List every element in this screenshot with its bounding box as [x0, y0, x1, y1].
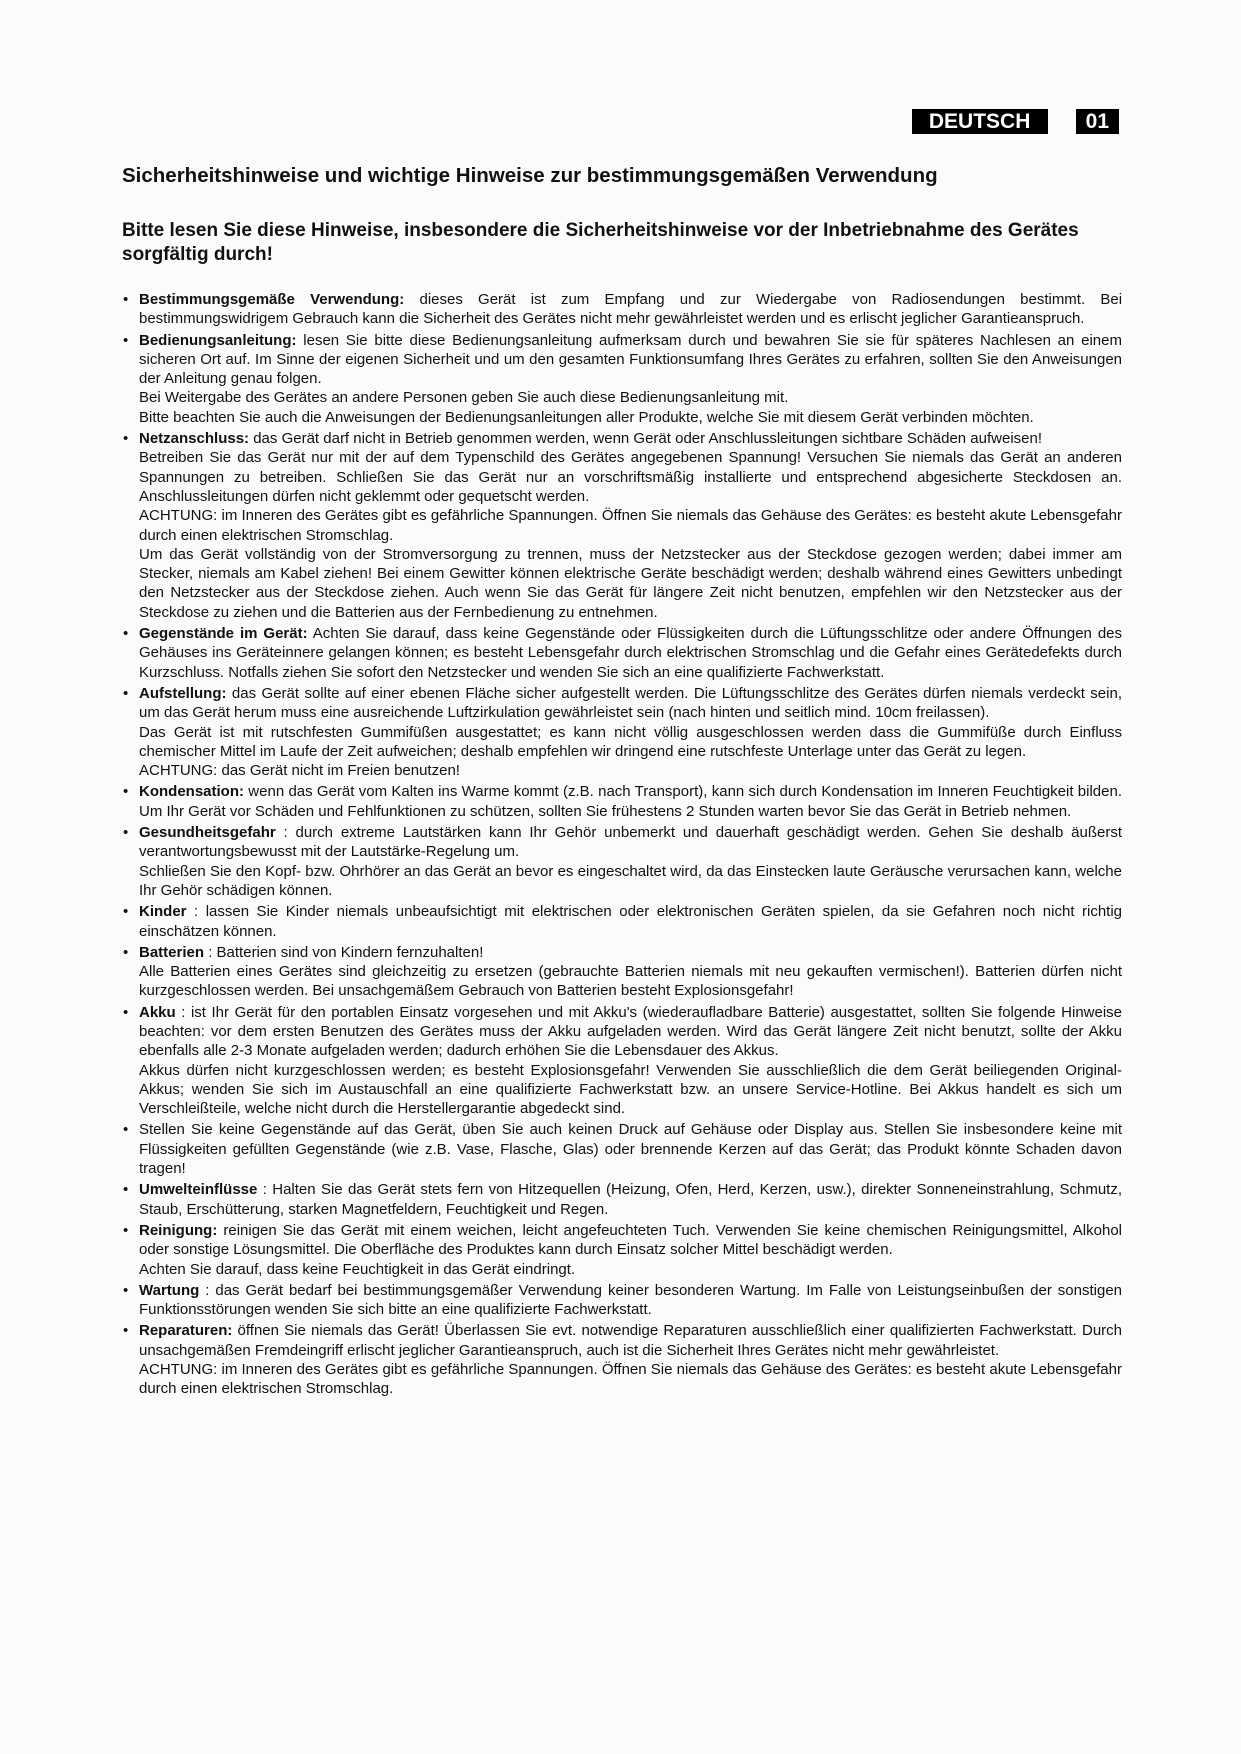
safety-note-term: Aufstellung:	[139, 684, 227, 702]
safety-note-paragraph	[139, 782, 1122, 821]
safety-note-paragraph	[139, 902, 1122, 941]
safety-note-item	[122, 1281, 1122, 1320]
safety-note-text: Das Gerät ist mit rutschfesten Gummifüßen ausgestattet; es kann nicht völlig ausgeschlossen werden dass die Gummifüße durch Einfluss chemischer Mittel im Laufe der Zeit aufweichen; deshalb empfehlen wir dringend eine rutschfeste Unterlage unter das Gerät zu legen.	[139, 723, 1122, 760]
page-subtitle: Bitte lesen Sie diese Hinweise, insbesondere die Sicherheitshinweise vor der Inbetriebnahme des Gerätes sorgfältig durch!	[122, 220, 1079, 265]
safety-note-text: wenn das Gerät vom Kalten ins Warme kommt (z.B. nach Transport), kann sich durch Kondensation im Inneren Feuchtigkeit bilden. Um Ihr Gerät vor Schäden und Fehlfunktionen zu schützen, sollten Sie frühestens 2 Stunden warten bevor Sie das Gerät in Betrieb nehmen.	[139, 783, 1122, 820]
safety-note-paragraph	[139, 1281, 1122, 1320]
safety-note-text: Um das Gerät vollständig von der Stromversorgung zu trennen, muss der Netzstecker aus der Steckdose gezogen werden; dabei immer am Stecker, niemals am Kabel ziehen! Bei einem Gewitter können elektrische Geräte beschädigt werden; deshalb während eines Gewitters unbedingt den Netzstecker aus der Steckdose ziehen. Auch wenn Sie das Gerät für längere Zeit nicht benutzen, empfehlen wir den Netzstecker aus der Steckdose zu ziehen und die Batterien aus der Fernbedienung zu entnehmen.	[139, 545, 1122, 621]
safety-note-item	[122, 902, 1122, 941]
safety-note-term: Batterien	[139, 943, 205, 961]
safety-note-item	[122, 290, 1122, 329]
safety-note-term: Bestimmungsgemäße Verwendung:	[139, 291, 405, 308]
safety-note-paragraph	[139, 388, 1122, 407]
safety-note-term: Kondensation:	[139, 783, 244, 801]
safety-note-term: Wartung	[139, 1281, 200, 1299]
safety-note-paragraph	[139, 962, 1122, 1001]
safety-note-term: Reinigung:	[139, 1221, 218, 1239]
safety-note-text: : ist Ihr Gerät für den portablen Einsatz vorgesehen und mit Akku's (wiederaufladbare Batterie) ausgestattet, sollten Sie folgende Hinweise beachten: vor dem ersten Benutzen des Gerätes muss der Akku aufgeladen werden. Wird das Gerät längere Zeit nicht benutzt, sollte der Akku ebenfalls alle 2-3 Monate aufgeladen werden; dadurch erhöhen Sie die Lebensdauer des Akkus.	[139, 1003, 1123, 1060]
safety-note-paragraph	[139, 723, 1122, 762]
safety-note-item	[122, 1321, 1122, 1398]
safety-note-paragraph	[139, 1360, 1122, 1399]
safety-note-term: Netzanschluss:	[139, 430, 250, 448]
safety-note-text: Achten Sie darauf, dass keine Feuchtigkeit in das Gerät eindringt.	[139, 1260, 576, 1278]
safety-note-paragraph	[139, 1180, 1122, 1219]
safety-note-text: Akkus dürfen nicht kurzgeschlossen werden; es besteht Explosionsgefahr! Verwenden Sie ausschließlich die dem Gerät beiliegenden Original-Akkus; wenden Sie sich im Austauschfall an eine qualifizierte Fachwerkstatt bzw. an unsere Service-Hotline. Bei Akkus handelt es sich um Verschleißteile, welche nicht durch die Herstellergarantie abgedeckt sind.	[139, 1061, 1122, 1118]
safety-note-text: : lassen Sie Kinder niemals unbeaufsichtigt mit elektrischen oder elektronischen Geräten spielen, da sie Gefahren noch nicht richtig einschätzen können.	[139, 903, 1123, 940]
safety-note-paragraph	[139, 1120, 1122, 1178]
safety-note-text: öffnen Sie niemals das Gerät! Überlassen Sie evt. notwendige Reparaturen ausschließlich einer qualifizierten Fachwerkstatt. Durch unsachgemäßen Fremdeingriff erlischt jeglicher Garantieanspruch, auch ist die Sicherheit Ihres Gerätes nicht mehr gewährleistet.	[139, 1322, 1122, 1359]
safety-note-text: reinigen Sie das Gerät mit einem weichen, leicht angefeuchteten Tuch. Verwenden Sie keine chemischen Reinigungsmittel, Alkohol oder sonstige Lösungsmittel. Die Oberfläche des Produktes kann durch Einsatz solcher Mittel beschädigt werden.	[139, 1221, 1122, 1259]
safety-note-paragraph	[139, 1221, 1122, 1260]
safety-note-item	[122, 943, 1122, 1001]
safety-note-paragraph	[139, 823, 1122, 862]
safety-note-term: Gesundheitsgefahr	[139, 824, 276, 842]
safety-note-text: Bitte beachten Sie auch die Anweisungen der Bedienungsanleitungen aller Produkte, welche Sie mit diesem Gerät verbinden möchten.	[139, 408, 1034, 426]
header-badges	[912, 109, 1119, 134]
safety-note-term: Bedienungsanleitung:	[139, 331, 297, 349]
safety-note-text: das Gerät darf nicht in Betrieb genommen werden, wenn Gerät oder Anschlussleitungen sichtbare Schäden aufweisen!	[253, 430, 1043, 448]
safety-note-paragraph	[139, 1003, 1122, 1061]
safety-note-term: Umwelteinflüsse	[139, 1181, 258, 1199]
safety-note-item	[122, 823, 1122, 900]
safety-note-paragraph	[139, 862, 1122, 901]
safety-note-text: Schließen Sie den Kopf- bzw. Ohrhörer an das Gerät an bevor es eingeschaltet wird, da das Einstecken laute Geräusche verursachen kann, welche Ihr Gehör schädigen können.	[139, 862, 1122, 899]
safety-note-text: das Gerät sollte auf einer ebenen Fläche sicher aufgestellt werden. Die Lüftungsschlitze des Gerätes dürfen niemals verdeckt sein, um das Gerät herum muss eine ausreichende Luftzirkulation gewährleistet sein (nach hinten und seitlich mind. 10cm freilassen).	[139, 684, 1122, 722]
safety-note-item	[122, 1180, 1122, 1219]
safety-note-paragraph	[139, 506, 1122, 545]
safety-note-text: : Batterien sind von Kindern fernzuhalten!	[208, 943, 484, 961]
safety-note-text: Achten Sie darauf, dass keine Gegenstände oder Flüssigkeiten durch die Lüftungsschlitze oder andere Öffnungen des Gehäuses ins Geräteinnere gelangen können; es besteht Lebensgefahr durch elektrischen Stromschlag und die Gefahr eines Gerätedefekts durch Kurzschluss. Notfalls ziehen Sie sofort den Netzstecker und wenden Sie sich an eine qualifizierte Fachwerkstatt.	[139, 625, 1123, 681]
safety-note-text: Bei Weitergabe des Gerätes an andere Personen geben Sie auch diese Bedienungsanleitung mit.	[139, 389, 789, 407]
safety-note-text: ACHTUNG: im Inneren des Gerätes gibt es gefährliche Spannungen. Öffnen Sie niemals das Gehäuse des Gerätes: es besteht akute Lebensgefahr durch einen elektrischen Stromschlag.	[139, 507, 1122, 544]
safety-note-paragraph	[139, 684, 1122, 723]
safety-note-item	[122, 1003, 1122, 1119]
safety-note-paragraph	[139, 761, 1122, 780]
safety-note-text: ACHTUNG: im Inneren des Gerätes gibt es gefährliche Spannungen. Öffnen Sie niemals das Gehäuse des Gerätes: es besteht akute Lebensgefahr durch einen elektrischen Stromschlag.	[139, 1361, 1122, 1398]
page-title: Sicherheitshinweise und wichtige Hinweise zur bestimmungsgemäßen Verwendung	[122, 164, 938, 187]
page-number-badge: 01	[1076, 109, 1119, 134]
safety-note-paragraph	[139, 1260, 1122, 1279]
safety-note-term: Kinder	[139, 903, 187, 921]
safety-note-paragraph	[139, 408, 1122, 427]
safety-note-text: Betreiben Sie das Gerät nur mit der auf dem Typenschild des Gerätes angegebenen Spannung! Versuchen Sie niemals das Gerät an anderen Spannungen zu betreiben. Schließen Sie das Gerät nur an vorschriftsmäßig installierte und entsprechend abgesicherte Steckdosen an. Anschlussleitungen dürfen nicht geklemmt oder gequetscht werden.	[139, 449, 1122, 505]
safety-note-paragraph	[139, 429, 1122, 448]
safety-note-text: : durch extreme Lautstärken kann Ihr Gehör unbemerkt und dauerhaft geschädigt werden. Gehen Sie deshalb äußerst verantwortungsbewusst mit der Lautstärke-Regelung um.	[139, 824, 1122, 861]
safety-note-paragraph	[139, 290, 1122, 329]
safety-note-paragraph	[139, 331, 1122, 389]
safety-note-item	[122, 1120, 1122, 1178]
safety-note-paragraph	[139, 448, 1122, 506]
safety-note-paragraph	[139, 624, 1122, 682]
safety-note-item	[122, 429, 1122, 622]
safety-note-text: dieses Gerät ist zum Empfang und zur Wiedergabe von Radiosendungen bestimmt. Bei bestimmungswidrigem Gebrauch kann die Sicherheit des Gerätes nicht mehr gewährleistet werden und es erlischt jeglicher Garantieanspruch.	[139, 291, 1123, 328]
safety-note-text: lesen Sie bitte diese Bedienungsanleitung aufmerksam durch und bewahren Sie sie für späteres Nachlesen an einem sicheren Ort auf. Im Sinne der eigenen Sicherheit und um den gesamten Funktionsumfang Ihres Gerätes zu erfahren, sollten Sie den Anweisungen der Anleitung genau folgen.	[139, 331, 1122, 388]
safety-note-item	[122, 782, 1122, 821]
safety-note-text: Alle Batterien eines Gerätes sind gleichzeitig zu ersetzen (gebrauchte Batterien niemals mit neu gekauften vermischen!). Batterien dürfen nicht kurzgeschlossen werden. Bei unsachgemäßem Gebrauch von Batterien besteht Explosionsgefahr!	[139, 963, 1122, 1000]
safety-note-item	[122, 331, 1122, 427]
safety-note-paragraph	[139, 545, 1122, 622]
safety-note-item	[122, 624, 1122, 682]
safety-note-item	[122, 1221, 1122, 1279]
safety-note-text: : das Gerät bedarf bei bestimmungsgemäßer Verwendung keiner besonderen Wartung. Im Falle von Leistungseinbußen der sonstigen Funktionsstörungen wenden Sie sich bitte an eine qualifizierte Fachwerkstatt.	[139, 1281, 1123, 1319]
safety-note-text: ACHTUNG: das Gerät nicht im Freien benutzen!	[139, 762, 460, 780]
safety-note-term: Gegenstände im Gerät:	[139, 625, 308, 643]
safety-note-text: Stellen Sie keine Gegenstände auf das Gerät, üben Sie auch keinen Druck auf Gehäuse oder Display aus. Stellen Sie insbesondere keine mit Flüssigkeiten gefüllten Gegenstände (wie z.B. Vase, Flasche, Glas) oder brennende Kerzen auf das Gerät; das Produkt könnte Schaden davon tragen!	[139, 1121, 1122, 1178]
safety-note-item	[122, 684, 1122, 780]
safety-note-paragraph	[139, 943, 1122, 962]
safety-note-text: : Halten Sie das Gerät stets fern von Hitzequellen (Heizung, Ofen, Herd, Kerzen, usw.), direkter Sonneneinstrahlung, Schmutz, Staub, Erschütterung, starken Magnetfeldern, Feuchtigkeit und Regen.	[139, 1181, 1122, 1218]
language-badge: DEUTSCH	[912, 109, 1048, 134]
safety-note-term: Reparaturen:	[139, 1322, 233, 1340]
safety-note-paragraph	[139, 1061, 1122, 1119]
safety-note-term: Akku	[139, 1003, 176, 1021]
safety-notes-list	[122, 290, 1122, 1401]
safety-note-paragraph	[139, 1321, 1122, 1360]
